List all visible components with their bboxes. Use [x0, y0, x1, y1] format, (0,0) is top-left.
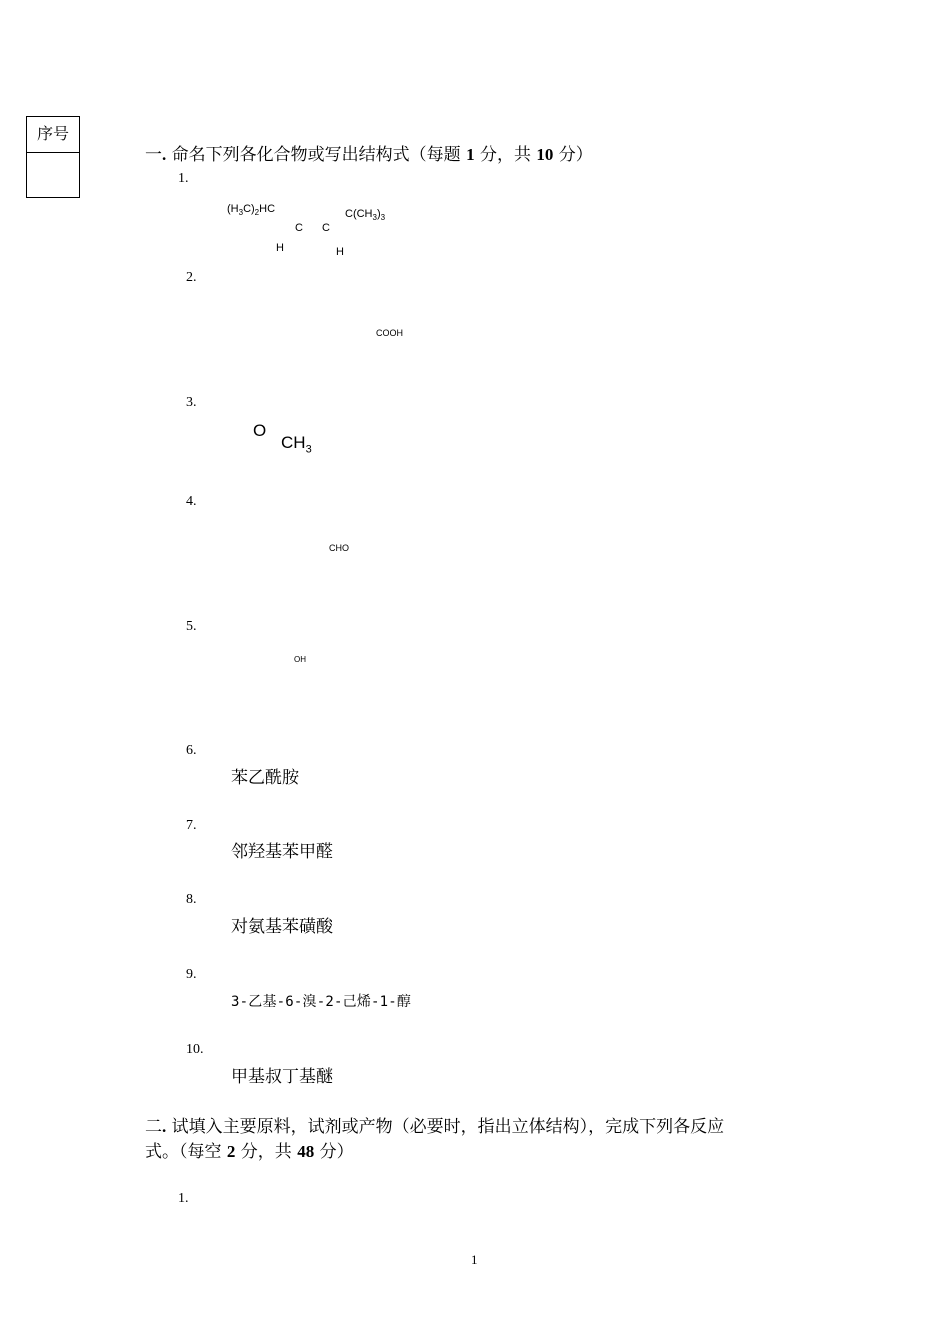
- section-2-points-total: 48: [297, 1142, 315, 1161]
- section-2-question-1-number: 1.: [178, 1191, 189, 1206]
- question-7-text: 邻羟基苯甲醛: [231, 842, 333, 862]
- section-2-points-each: 2: [226, 1142, 236, 1161]
- q4-aldehyde-group: CHO: [329, 543, 349, 553]
- q1-carbon-2: C: [322, 222, 330, 234]
- question-8-text: 对氨基苯磺酸: [231, 917, 333, 937]
- question-4-number: 4.: [186, 494, 197, 509]
- q1-hydrogen-2: H: [336, 246, 344, 258]
- question-10-text: 甲基叔丁基醚: [231, 1067, 333, 1087]
- section-1-prefix: 一: [145, 145, 162, 165]
- section-1-points-total: 10: [536, 145, 554, 164]
- q2-carboxyl-group: COOH: [376, 328, 403, 338]
- section-1-dot: .: [162, 145, 167, 164]
- question-5-number: 5.: [186, 619, 197, 634]
- question-3-number: 3.: [186, 395, 197, 410]
- section-1-title: [145, 140, 593, 165]
- page-number: 1: [471, 1252, 478, 1267]
- q1-right-group: $C(CH_3)_3$: [345, 208, 386, 223]
- section-1-title-text-b: 分，共: [474, 145, 537, 165]
- section-2-title-text-b: 分，共: [235, 1142, 298, 1162]
- question-7-number: 7.: [186, 818, 197, 833]
- question-6-text: 苯乙酰胺: [231, 768, 299, 788]
- q1-carbon-1: C: [295, 222, 303, 234]
- q1-hydrogen-1: H: [276, 242, 284, 254]
- section-2-title-line-1: [145, 1112, 724, 1137]
- q1-left-group: $(H_3C)_2HC$: [227, 203, 276, 218]
- q5-hydroxyl-group: OH: [294, 655, 306, 664]
- section-2-title-text: 试填入主要原料，试剂或产物（必要时，指出立体结构），完成下列各反应: [166, 1117, 725, 1137]
- section-2-title-line-2: [145, 1137, 354, 1162]
- question-10-number: 10.: [186, 1042, 204, 1057]
- section-2-prefix: 二: [145, 1117, 162, 1137]
- question-9-number: 9.: [186, 967, 197, 982]
- section-2-title-text-c: 分）: [314, 1142, 354, 1162]
- section-2-title-text-a: 式。（每空: [145, 1142, 227, 1162]
- question-6-number: 6.: [186, 743, 197, 758]
- question-2-number: 2.: [186, 270, 197, 285]
- question-9-text: 3-乙基-6-溴-2-己烯-1-醇: [231, 994, 412, 1010]
- serial-number-label: 序号: [27, 117, 79, 153]
- serial-number-box: [26, 116, 80, 198]
- question-8-number: 8.: [186, 892, 197, 907]
- q3-methyl: $CH_3$: [281, 433, 312, 456]
- section-1-points-each: 1: [466, 145, 475, 164]
- section-1-title-text-a: 命名下列各化合物或写出结构式（每题: [166, 145, 467, 165]
- section-2-dot: .: [162, 1117, 167, 1136]
- q3-oxygen: O: [253, 421, 267, 440]
- question-1-number: 1.: [178, 171, 189, 186]
- section-1-title-text-c: 分）: [553, 145, 593, 165]
